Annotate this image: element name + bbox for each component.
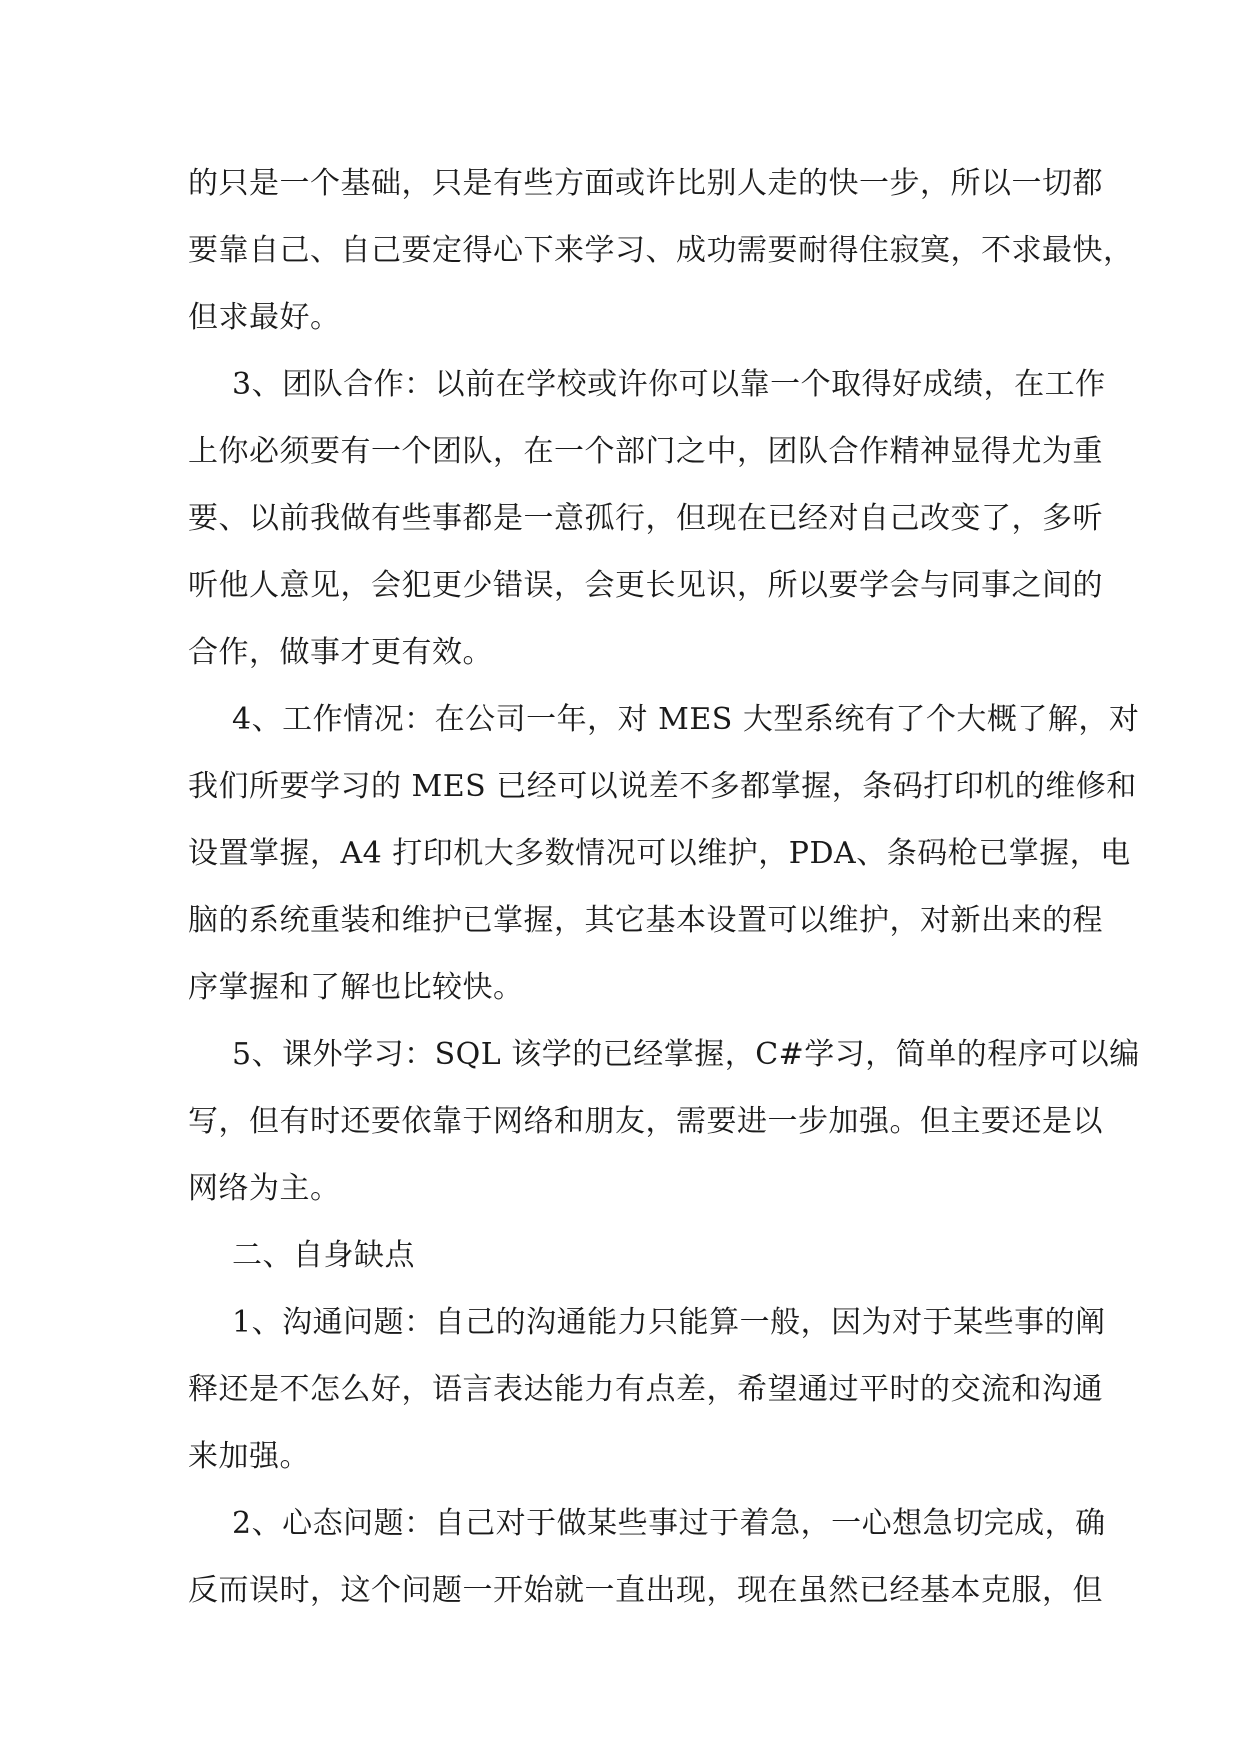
paragraph-communication <box>188 1289 1106 1490</box>
text-line: 要靠自己、自己要定得心下来学习、成功需要耐得住寂寞，不求最快， <box>188 233 1134 268</box>
paragraph-mindset <box>188 1490 1106 1624</box>
text-line: 来加强。 <box>188 1439 310 1474</box>
paragraph-continuation <box>188 150 1134 351</box>
text-line: 网络为主。 <box>188 1171 341 1206</box>
text-line: 3、团队合作：以前在学校或许你可以靠一个取得好成绩，在工作 <box>232 367 1106 402</box>
text-line: 反而误时，这个问题一开始就一直出现，现在虽然已经基本克服，但 <box>188 1573 1103 1608</box>
text-line: 1、沟通问题：自己的沟通能力只能算一般，因为对于某些事的阐 <box>232 1305 1106 1340</box>
text-line: 2、心态问题：自己对于做某些事过于着急，一心想急切完成，确 <box>232 1506 1106 1541</box>
text-line: 5、课外学习：SQL 该学的已经掌握，C#学习，简单的程序可以编 <box>232 1037 1140 1072</box>
text-line: 的只是一个基础，只是有些方面或许比别人走的快一步，所以一切都 <box>188 166 1103 201</box>
paragraph-teamwork <box>188 351 1106 686</box>
heading-text: 二、自身缺点 <box>232 1238 415 1273</box>
text-line: 4、工作情况：在公司一年，对 MES 大型系统有了个大概了解，对 <box>232 702 1140 737</box>
text-line: 但求最好。 <box>188 300 341 335</box>
text-line: 释还是不怎么好，语言表达能力有点差，希望通过平时的交流和沟通 <box>188 1372 1103 1407</box>
text-line: 我们所要学习的 MES 已经可以说差不多都掌握，条码打印机的维修和 <box>188 769 1137 804</box>
paragraph-work-status <box>188 686 1140 1021</box>
text-line: 写，但有时还要依靠于网络和朋友，需要进一步加强。但主要还是以 <box>188 1104 1103 1139</box>
document-body <box>188 150 1140 1624</box>
section-heading <box>188 1222 1068 1289</box>
text-line: 设置掌握，A4 打印机大多数情况可以维护，PDA、条码枪已掌握，电 <box>188 836 1131 871</box>
text-line: 合作，做事才更有效。 <box>188 635 493 670</box>
text-line: 脑的系统重装和维护已掌握，其它基本设置可以维护，对新出来的程 <box>188 903 1103 938</box>
paragraph-extra-study <box>188 1021 1140 1222</box>
text-line: 上你必须要有一个团队，在一个部门之中，团队合作精神显得尤为重 <box>188 434 1103 469</box>
text-line: 序掌握和了解也比较快。 <box>188 970 524 1005</box>
text-line: 听他人意见，会犯更少错误，会更长见识，所以要学会与同事之间的 <box>188 568 1103 603</box>
text-line: 要、以前我做有些事都是一意孤行，但现在已经对自己改变了，多听 <box>188 501 1103 536</box>
